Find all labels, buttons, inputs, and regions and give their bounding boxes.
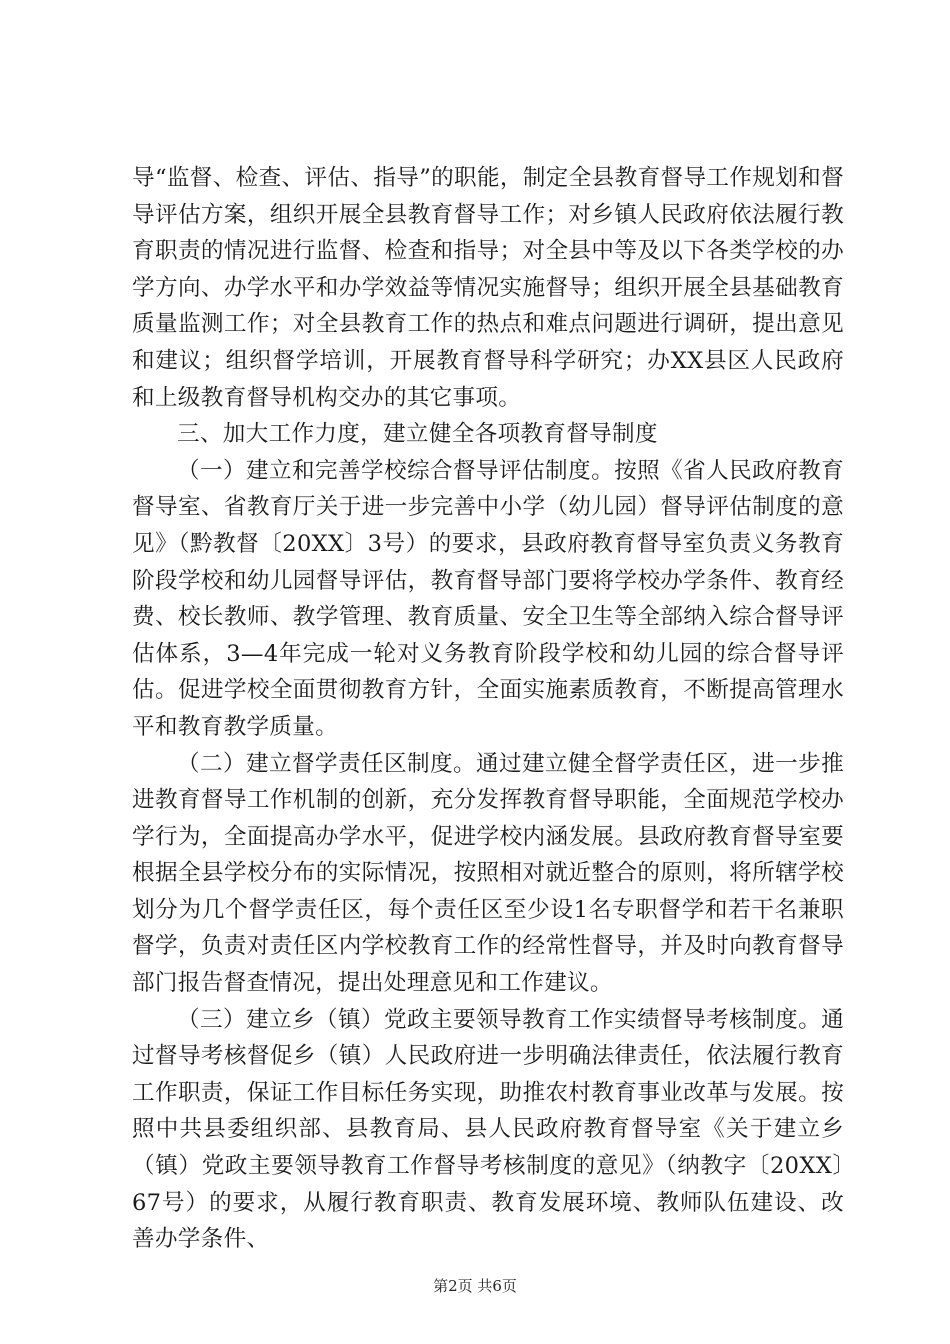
- paragraph-item-2: （二）建立督学责任区制度。通过建立健全督学责任区，进一步推进教育督导工作机制的创新，充分发挥教育督导职能，全面规范学校办学行为，全面提高办学水平，促进学校内涵发展。县政府教育督导室要根据全县学校分布的实际情况，按照相对就近整合的原则，将所辖学校划分为几个督学责任区，每个责任区至少设1名专职督学和若干名兼职督学，负责对责任区内学校教育工作的经常性督导，并及时向教育督导部门报告督查情况，提出处理意见和工作建议。: [132, 750, 844, 997]
- paragraph-item-3: （三）建立乡（镇）党政主要领导教育工作实绩督导考核制度。通过督导考核督促乡（镇）人民政府进一步明确法律责任，依法履行教育工作职责，保证工作目标任务实现，助推农村教育事业改革与发展。按照中共县委组织部、县教育局、县人民政府教育督导室《关于建立乡（镇）党政主要领导教育工作督导考核制度的意见》（纳教字〔20XX〕67号）的要求，从履行教育职责、教育发展环境、教师队伍建设、改善办学条件、: [132, 1006, 844, 1253]
- page-number-footer: 第2页 共6页: [433, 1277, 517, 1295]
- paragraph-item-1: （一）建立和完善学校综合督导评估制度。按照《省人民政府教育督导室、省教育厅关于进一步完善中小学（幼儿园）督导评估制度的意见》（黔教督〔20XX〕3号）的要求，县政府教育督导室负责义务教育阶段学校和幼儿园督导评估，教育督导部门要将学校办学条件、教育经费、校长教师、教学管理、教育质量、安全卫生等全部纳入综合督导评估体系，3—4年完成一轮对义务教育阶段学校和幼儿园的综合督导评估。促进学校全面贯彻教育方针，全面实施素质教育，不断提高管理水平和教育教学质量。: [132, 457, 844, 740]
- section-heading: 三、加大工作力度，建立健全各项教育督导制度: [177, 421, 658, 448]
- document-body: [132, 160, 844, 1258]
- paragraph-continuation: 导“监督、检查、评估、指导”的职能，制定全县教育督导工作规划和督导评估方案，组织开展全县教育督导工作；对乡镇人民政府依法履行教育职责的情况进行监督、检查和指导；对全县中等及以下各类学校的办学方向、办学水平和办学效益等情况实施督导；组织开展全县基础教育质量监测工作；对全县教育工作的热点和难点问题进行调研，提出意见和建议；组织督学培训，开展教育督导科学研究；办XX县区人民政府和上级教育督导机构交办的其它事项。: [132, 165, 844, 411]
